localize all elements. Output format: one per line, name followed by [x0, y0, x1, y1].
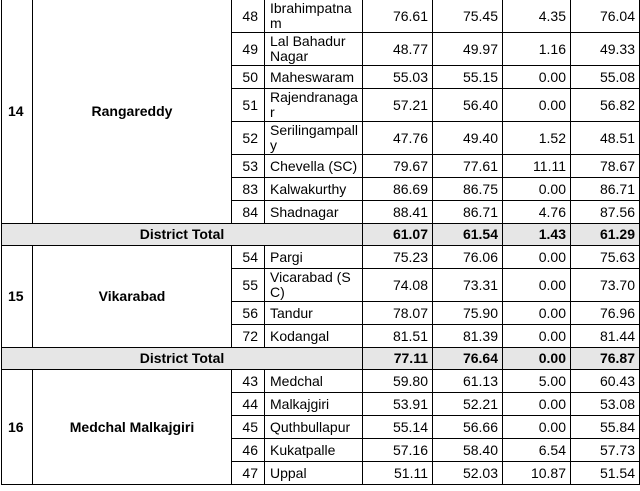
table-row: [2, 246, 640, 269]
constituency-name: Shadnagar: [265, 201, 363, 224]
turnout-value: 88.41: [363, 201, 433, 224]
turnout-value: 49.33: [571, 33, 640, 66]
constituency-name: Tandur: [265, 302, 363, 325]
district-sno: 14: [2, 0, 33, 224]
turnout-value: 58.40: [433, 439, 503, 462]
turnout-value: 86.69: [363, 178, 433, 201]
turnout-value: 49.97: [433, 33, 503, 66]
constituency-name: Medchal: [265, 370, 363, 393]
turnout-value: 0.00: [503, 178, 571, 201]
constituency-number: 45: [232, 416, 265, 439]
district-total-value: 76.87: [571, 348, 640, 370]
turnout-value: 56.66: [433, 416, 503, 439]
turnout-value: 0.00: [503, 89, 571, 122]
constituency-number: 55: [232, 269, 265, 302]
turnout-value: 0.00: [503, 393, 571, 416]
constituency-number: 56: [232, 302, 265, 325]
district-name: Medchal Malkajgiri: [33, 370, 232, 485]
turnout-value: 61.13: [433, 370, 503, 393]
turnout-value: 11.11: [503, 155, 571, 178]
constituency-number: 47: [232, 462, 265, 485]
turnout-value: 51.54: [571, 462, 640, 485]
constituency-name: Uppal: [265, 462, 363, 485]
constituency-number: 72: [232, 325, 265, 348]
constituency-number: 54: [232, 246, 265, 269]
constituency-number: 46: [232, 439, 265, 462]
turnout-value: 56.40: [433, 89, 503, 122]
turnout-value: 5.00: [503, 370, 571, 393]
constituency-name: Kukatpalle: [265, 439, 363, 462]
constituency-number: 43: [232, 370, 265, 393]
constituency-number: 51: [232, 89, 265, 122]
turnout-value: 77.61: [433, 155, 503, 178]
turnout-value: 74.08: [363, 269, 433, 302]
turnout-value: 49.40: [433, 122, 503, 155]
constituency-name: Serilingampally: [265, 122, 363, 155]
turnout-value: 86.71: [433, 201, 503, 224]
district-total-row: [2, 348, 640, 370]
turnout-value: 57.73: [571, 439, 640, 462]
district-name: Rangareddy: [33, 0, 232, 224]
turnout-value: 52.21: [433, 393, 503, 416]
turnout-value: 86.71: [571, 178, 640, 201]
constituency-number: 49: [232, 33, 265, 66]
constituency-number: 52: [232, 122, 265, 155]
turnout-value: 81.39: [433, 325, 503, 348]
turnout-value: 86.75: [433, 178, 503, 201]
turnout-value: 0.00: [503, 246, 571, 269]
district-total-value: 1.43: [503, 224, 571, 246]
district-total-value: 77.11: [363, 348, 433, 370]
turnout-value: 0.00: [503, 302, 571, 325]
turnout-value: 55.84: [571, 416, 640, 439]
constituency-number: 53: [232, 155, 265, 178]
turnout-value: 55.15: [433, 66, 503, 89]
table-body: [2, 0, 640, 485]
constituency-number: 84: [232, 201, 265, 224]
turnout-value: 51.11: [363, 462, 433, 485]
turnout-value: 0.00: [503, 269, 571, 302]
constituency-name: Malkajgiri: [265, 393, 363, 416]
turnout-value: 6.54: [503, 439, 571, 462]
turnout-value: 10.87: [503, 462, 571, 485]
constituency-name: Ibrahimpatnam: [265, 0, 363, 33]
constituency-number: 83: [232, 178, 265, 201]
constituency-name: Vicarabad (SC): [265, 269, 363, 302]
turnout-value: 47.76: [363, 122, 433, 155]
constituency-name: Kodangal: [265, 325, 363, 348]
turnout-value: 1.16: [503, 33, 571, 66]
turnout-value: 76.06: [433, 246, 503, 269]
constituency-name: Kalwakurthy: [265, 178, 363, 201]
turnout-value: 0.00: [503, 325, 571, 348]
turnout-value: 75.23: [363, 246, 433, 269]
turnout-value: 4.35: [503, 0, 571, 33]
constituency-name: Chevella (SC): [265, 155, 363, 178]
turnout-value: 4.76: [503, 201, 571, 224]
constituency-number: 44: [232, 393, 265, 416]
turnout-value: 55.08: [571, 66, 640, 89]
constituency-name: Lal Bahadur Nagar: [265, 33, 363, 66]
district-sno: 15: [2, 246, 33, 348]
turnout-value: 57.16: [363, 439, 433, 462]
turnout-value: 48.77: [363, 33, 433, 66]
district-total-row: [2, 224, 640, 246]
constituency-name: Pargi: [265, 246, 363, 269]
turnout-value: 87.56: [571, 201, 640, 224]
turnout-table: [1, 0, 640, 485]
turnout-value: 55.03: [363, 66, 433, 89]
district-total-value: 61.54: [433, 224, 503, 246]
turnout-value: 60.43: [571, 370, 640, 393]
district-total-label: District Total: [2, 224, 363, 246]
turnout-value: 81.44: [571, 325, 640, 348]
district-total-value: 0.00: [503, 348, 571, 370]
turnout-value: 79.67: [363, 155, 433, 178]
constituency-name: Rajendranagar: [265, 89, 363, 122]
district-total-value: 61.29: [571, 224, 640, 246]
turnout-value: 76.96: [571, 302, 640, 325]
turnout-value: 0.00: [503, 416, 571, 439]
table-row: [2, 0, 640, 33]
turnout-value: 81.51: [363, 325, 433, 348]
district-total-label: District Total: [2, 348, 363, 370]
turnout-value: 0.00: [503, 66, 571, 89]
turnout-value: 55.14: [363, 416, 433, 439]
district-sno: 16: [2, 370, 33, 485]
turnout-value: 59.80: [363, 370, 433, 393]
turnout-value: 75.90: [433, 302, 503, 325]
turnout-value: 76.61: [363, 0, 433, 33]
turnout-value: 73.31: [433, 269, 503, 302]
constituency-name: Maheswaram: [265, 66, 363, 89]
turnout-value: 57.21: [363, 89, 433, 122]
turnout-value: 56.82: [571, 89, 640, 122]
district-total-value: 76.64: [433, 348, 503, 370]
constituency-number: 48: [232, 0, 265, 33]
turnout-value: 53.91: [363, 393, 433, 416]
turnout-value: 78.67: [571, 155, 640, 178]
turnout-value: 76.04: [571, 0, 640, 33]
table-row: [2, 370, 640, 393]
turnout-value: 52.03: [433, 462, 503, 485]
constituency-number: 50: [232, 66, 265, 89]
district-name: Vikarabad: [33, 246, 232, 348]
turnout-value: 75.45: [433, 0, 503, 33]
turnout-value: 75.63: [571, 246, 640, 269]
turnout-value: 78.07: [363, 302, 433, 325]
turnout-value: 1.52: [503, 122, 571, 155]
turnout-value: 48.51: [571, 122, 640, 155]
constituency-name: Quthbullapur: [265, 416, 363, 439]
turnout-value: 73.70: [571, 269, 640, 302]
district-total-value: 61.07: [363, 224, 433, 246]
turnout-value: 53.08: [571, 393, 640, 416]
